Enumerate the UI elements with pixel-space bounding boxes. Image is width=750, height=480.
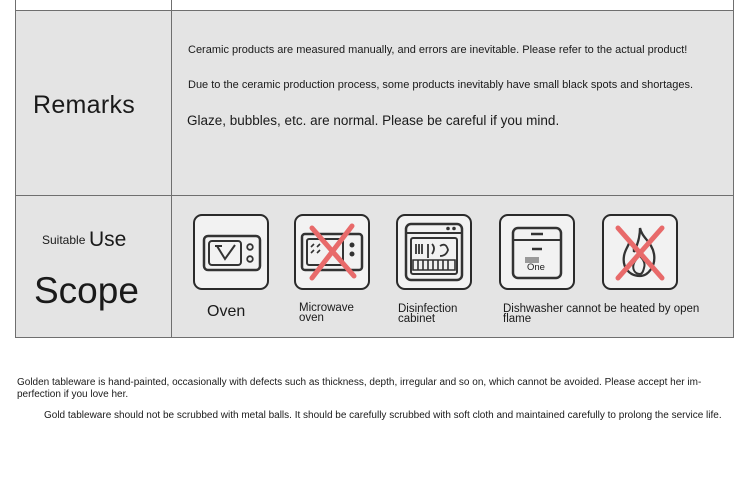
- disinfection-cabinet-icon: [396, 214, 472, 290]
- remark-line-2: Due to the ceramic production process, some products inevitably have small black spots and shortages.: [188, 79, 694, 91]
- remarks-content-cell: [172, 11, 733, 195]
- remarks-title: Remarks: [33, 91, 136, 119]
- spec-table: [15, 0, 734, 338]
- scope-row: [16, 196, 733, 338]
- suitable-label: Suitable: [42, 233, 86, 247]
- note-gold-cleaning: Gold tableware should not be scrubbed with metal balls. It should be carefully scrubbed with soft cloth and maintained carefully to prolong the service life.: [44, 410, 722, 421]
- scope-label-cell: [16, 196, 172, 337]
- top-label-cell: [16, 0, 172, 10]
- remark-line-3: Glaze, bubbles, etc. are normal. Please be careful if you mind.: [187, 113, 560, 128]
- oven-icon: [193, 214, 269, 290]
- microwave-caption: Microwave oven: [299, 302, 354, 324]
- oven-caption: Oven: [207, 303, 246, 320]
- scope-content-cell: [172, 196, 733, 337]
- table-top-row: [16, 0, 733, 11]
- remarks-label-cell: [16, 11, 172, 195]
- dishwasher-icon: [499, 214, 575, 290]
- use-label: Use: [89, 228, 127, 251]
- dishwasher-inner-label: One: [527, 262, 545, 273]
- microwave-icon: [294, 214, 370, 290]
- remark-line-1: Ceramic products are measured manually, and errors are inevitable. Please refer to the actual product!: [188, 44, 688, 56]
- open-flame-icon: [602, 214, 678, 290]
- remarks-row: [16, 11, 733, 196]
- disinfection-caption: Disinfection cabinet: [398, 303, 458, 325]
- note-golden-handpainted: Golden tableware is hand-painted, occasionally with defects such as thickness, depth, irregular and so on, which cannot be avoided. Please accept her im-perfection if you love her.: [17, 377, 702, 400]
- top-content-cell: [172, 0, 733, 10]
- dishwasher-caption: Dishwasher cannot be heated by open flame: [503, 303, 700, 325]
- scope-label: Scope: [34, 270, 139, 311]
